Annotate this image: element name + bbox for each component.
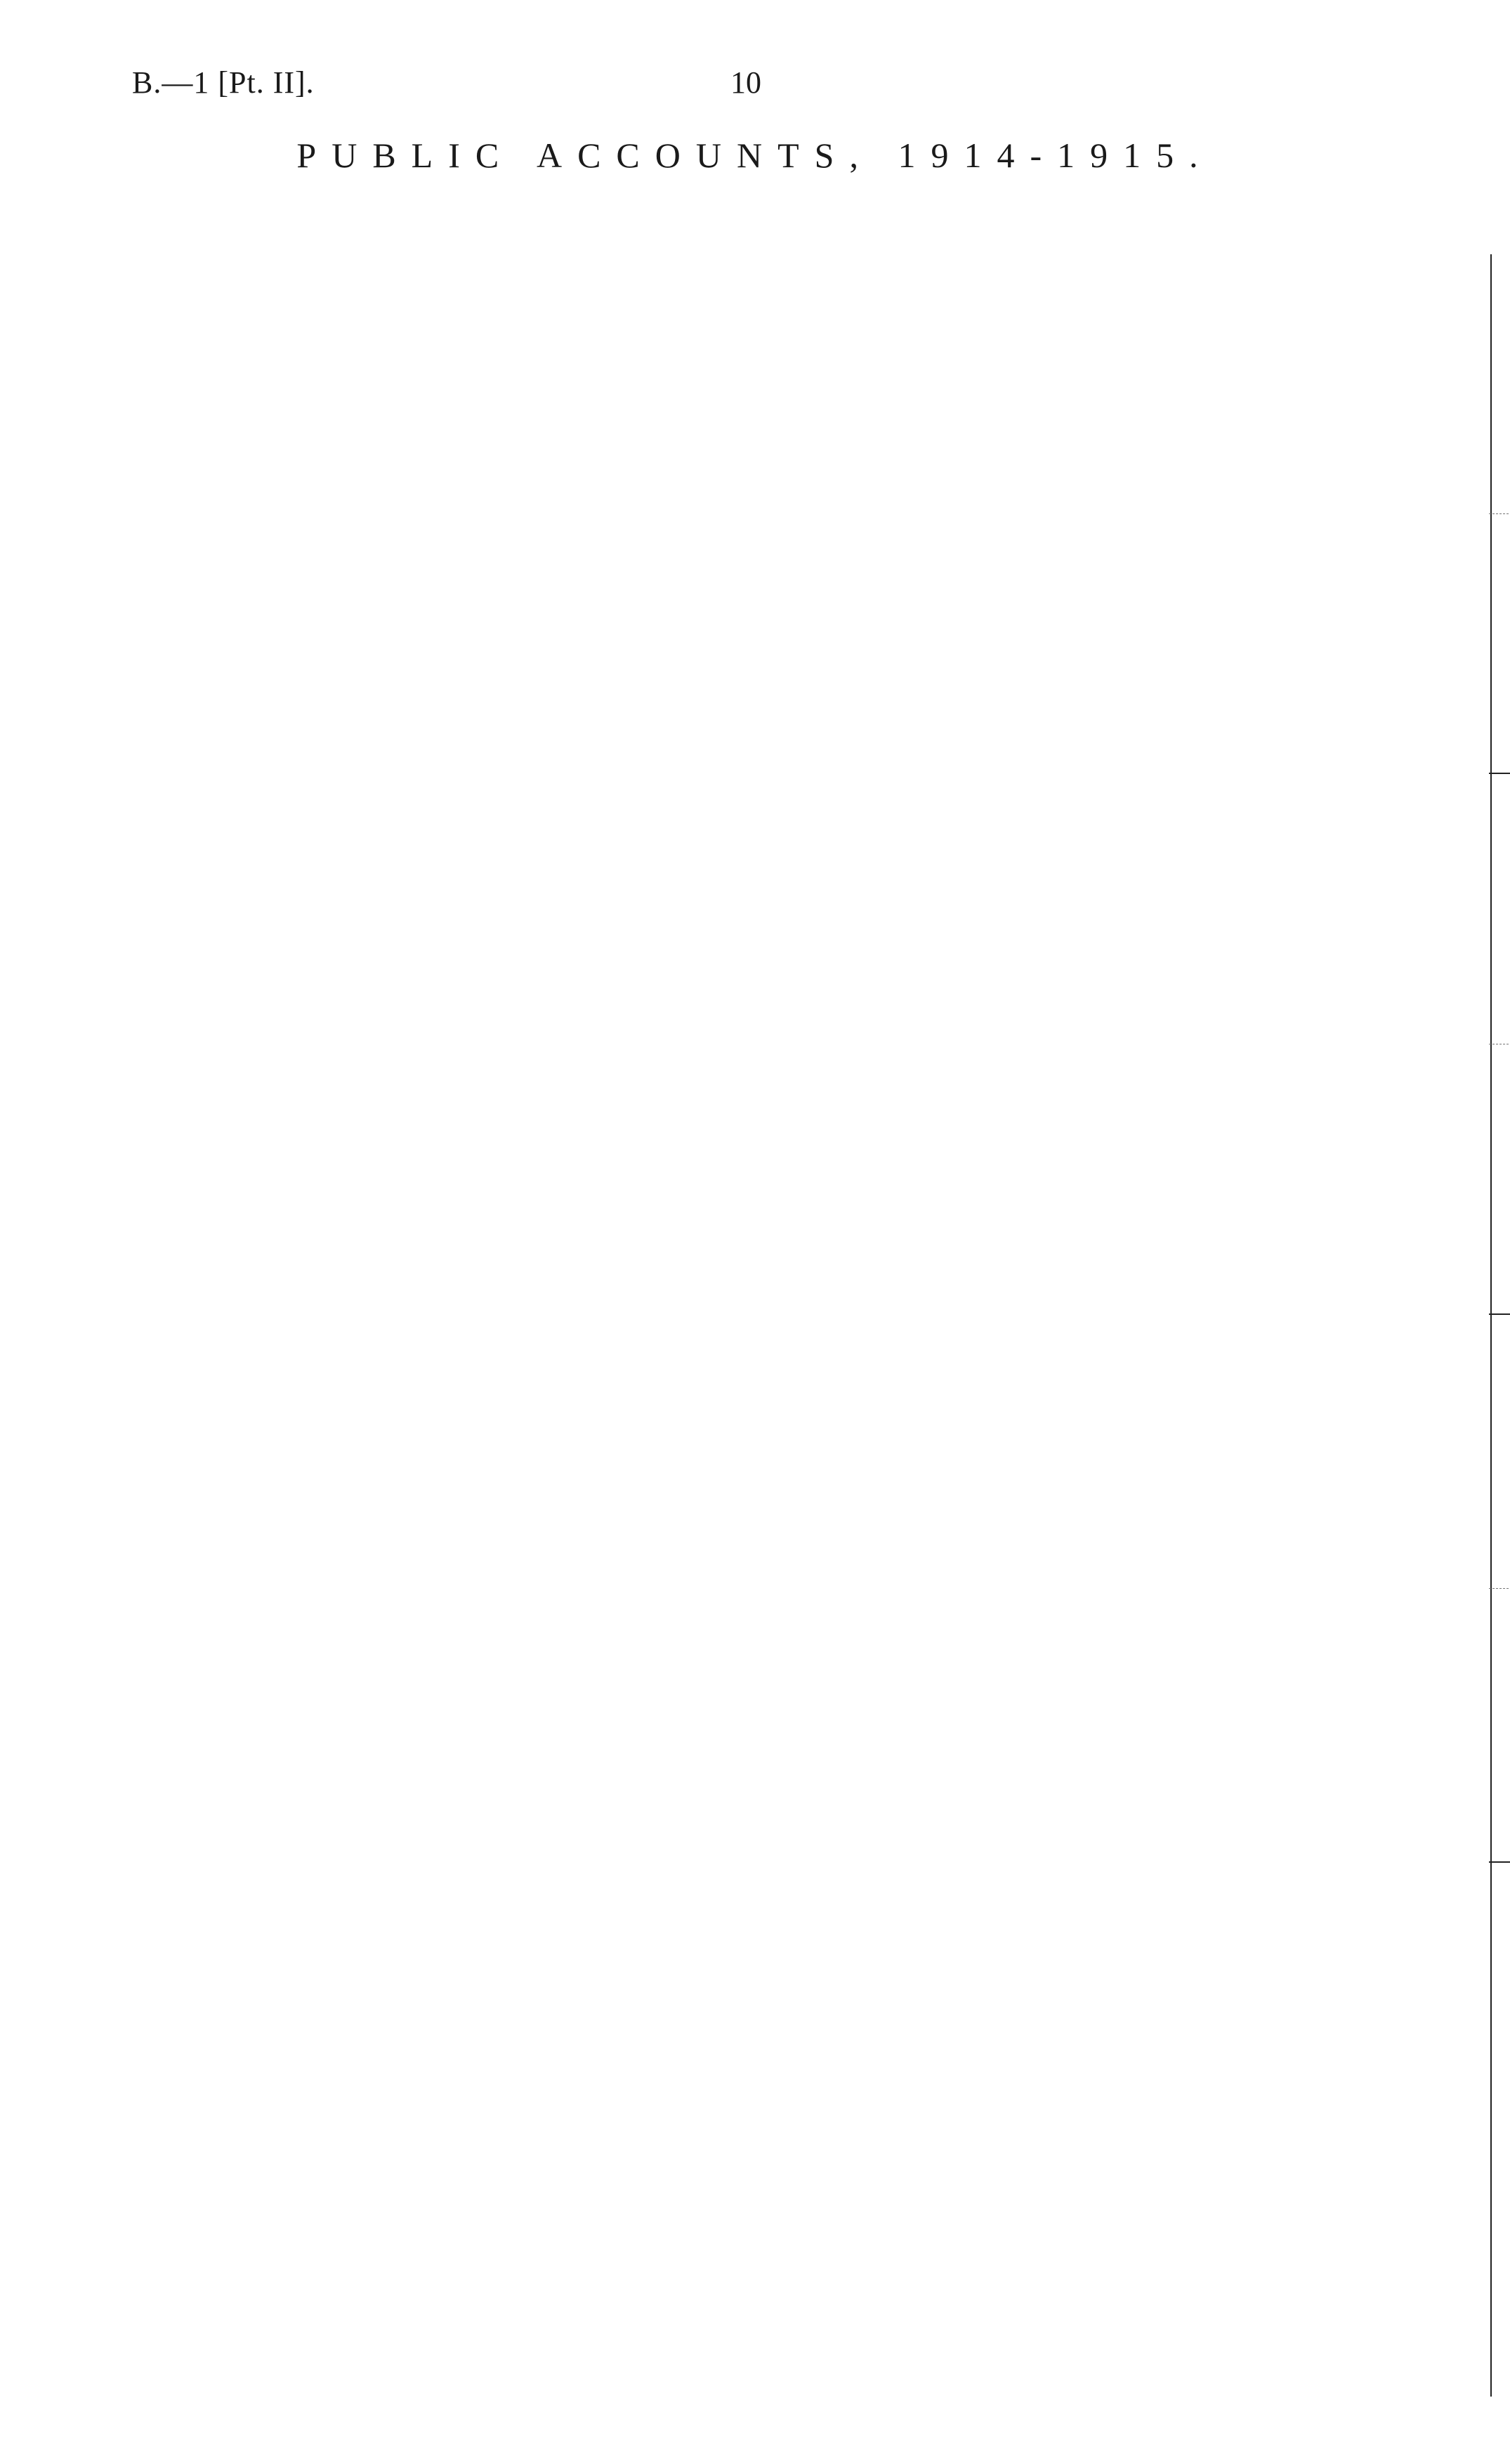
description-column-rule [1489,1861,1510,1863]
rotated-table-sheet [1489,254,1510,2397]
page-reference: B.—1 [Pt. II]. [132,65,315,100]
table-bottom-rule [1490,254,1492,2397]
page-heading: PUBLIC ACCOUNTS, 1914-1915. [296,136,1214,175]
balance-sheet-table [1489,254,1510,2397]
group3-drcr-rule [1489,513,1510,514]
page-number: 10 [730,65,761,100]
group1-drcr-rule [1489,1588,1510,1589]
group2-end-rule [1489,773,1510,774]
group1-end-rule [1489,1313,1510,1315]
